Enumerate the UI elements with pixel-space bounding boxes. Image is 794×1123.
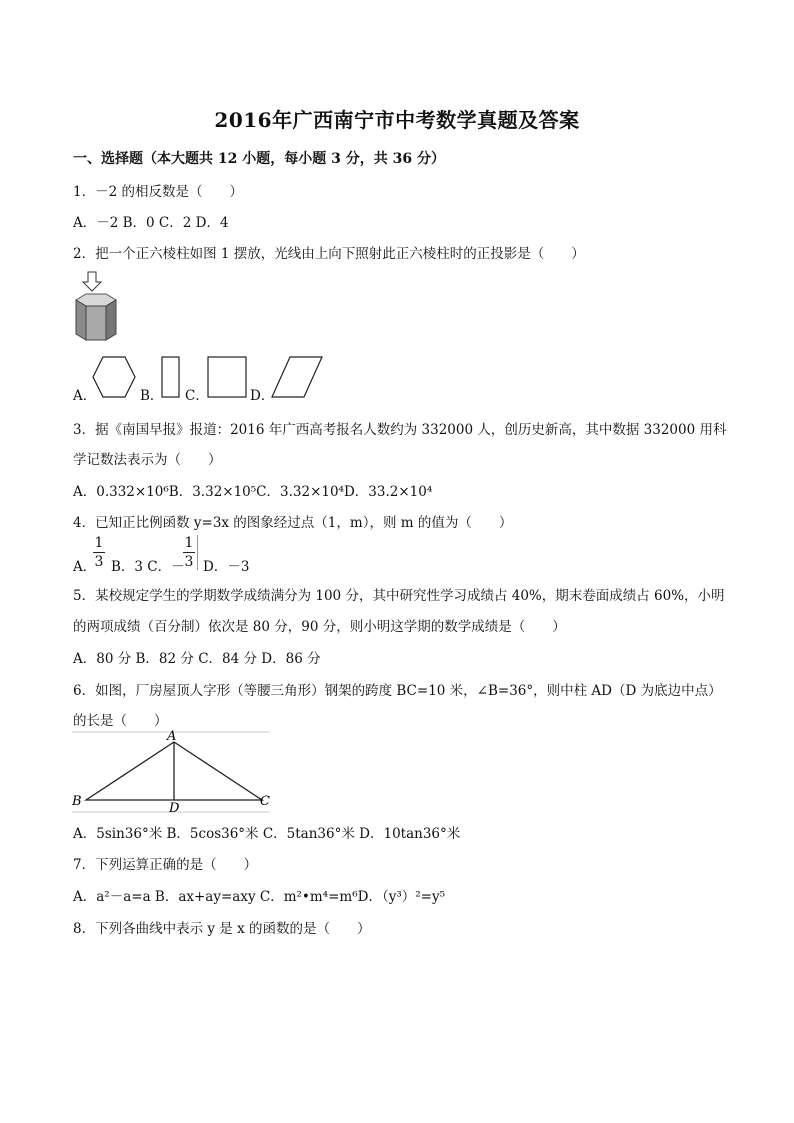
q2-option-b-label: B．: [140, 388, 164, 404]
fraction-denominator: 3: [94, 554, 104, 570]
fraction-one-third-c: [183, 535, 198, 570]
q2-stem: 2．把一个正六棱柱如图 1 摆放，光线由上向下照射此正六棱柱时的正投影是（ ）: [73, 246, 585, 262]
q6-choices: A．5sin36°米 B．5cos36°米 C．5tan36°米 D．10tan36°米: [73, 826, 461, 842]
q3-stem-line1: 3．据《南国早报》报道：2016 年广西高考报名人数约为 332000 人，创历史新高，其中数据 332000 用科: [73, 422, 727, 438]
q2-option-a-label: A．: [73, 388, 97, 404]
hexagon-option-figure: [92, 355, 136, 399]
q6-stem-line1: 6．如图，厂房屋顶人字形（等腰三角形）钢架的跨度 BC=10 米，∠B=36°，则中柱 AD（D 为底边中点）: [73, 683, 722, 699]
q2-option-c-label: C．: [185, 388, 209, 404]
q5-stem-line2: 的两项成绩（百分制）依次是 80 分，90 分，则小明这学期的数学成绩是（ ）: [73, 619, 566, 635]
narrow-rectangle-option-figure: [160, 355, 182, 399]
q1-stem: 1．－2 的相反数是（ ）: [73, 184, 243, 200]
q3-stem-line2: 学记数法表示为（ ）: [73, 452, 222, 468]
q6-stem-line2: 的长是（ ）: [73, 713, 168, 729]
fraction-bar: [93, 552, 105, 553]
q1-choices: A．－2 B．0 C．2 D．4: [73, 215, 229, 231]
hexagonal-prism-figure: [72, 270, 122, 345]
q4-option-b-c-text: B．3 C．－: [111, 559, 185, 575]
fraction-numerator: 1: [94, 535, 104, 551]
vertex-label-d: D: [169, 801, 180, 816]
q4-option-a-label: A．: [73, 559, 97, 575]
section-heading: 一、选择题（本大题共 12 小题，每小题 3 分，共 36 分）: [73, 151, 445, 167]
vertex-label-a: A: [167, 729, 177, 744]
q7-choices: A．a²－a=a B．ax+ay=axy C．m²•m⁴=m⁶D．（y³）²=y⁵: [73, 889, 445, 905]
vertex-label-c: C: [260, 794, 270, 809]
q5-stem-line1: 5．某校规定学生的学期数学成绩满分为 100 分，其中研究性学习成绩占 40%，期末卷面成绩占 60%，小明: [73, 588, 725, 604]
q2-option-d-label: D．: [250, 388, 275, 404]
q7-stem: 7．下列运算正确的是（ ）: [73, 857, 258, 873]
q5-choices: A．80 分 B．82 分 C．84 分 D．86 分: [73, 651, 321, 667]
isosceles-triangle-figure: [70, 728, 272, 816]
rectangle-option-figure: [205, 355, 249, 399]
fraction-bar: [183, 552, 195, 553]
q4-stem: 4．已知正比例函数 y=3x 的图象经过点（1，m），则 m 的值为（ ）: [73, 515, 513, 531]
q4-option-d-text: D．－3: [203, 559, 250, 575]
fraction-one-third-a: [93, 535, 105, 570]
parallelogram-option-figure: [270, 355, 326, 399]
page-title: 2016年广西南宁市中考数学真题及答案: [214, 108, 580, 132]
vertex-label-b: B: [72, 794, 82, 809]
fraction-numerator: 1: [184, 535, 194, 551]
q3-choices: A．0.332×10⁶B．3.32×10⁵C．3.32×10⁴D．33.2×10⁴: [73, 484, 433, 500]
fraction-denominator: 3: [184, 554, 194, 570]
q8-stem: 8．下列各曲线中表示 y 是 x 的函数的是（ ）: [73, 921, 371, 937]
